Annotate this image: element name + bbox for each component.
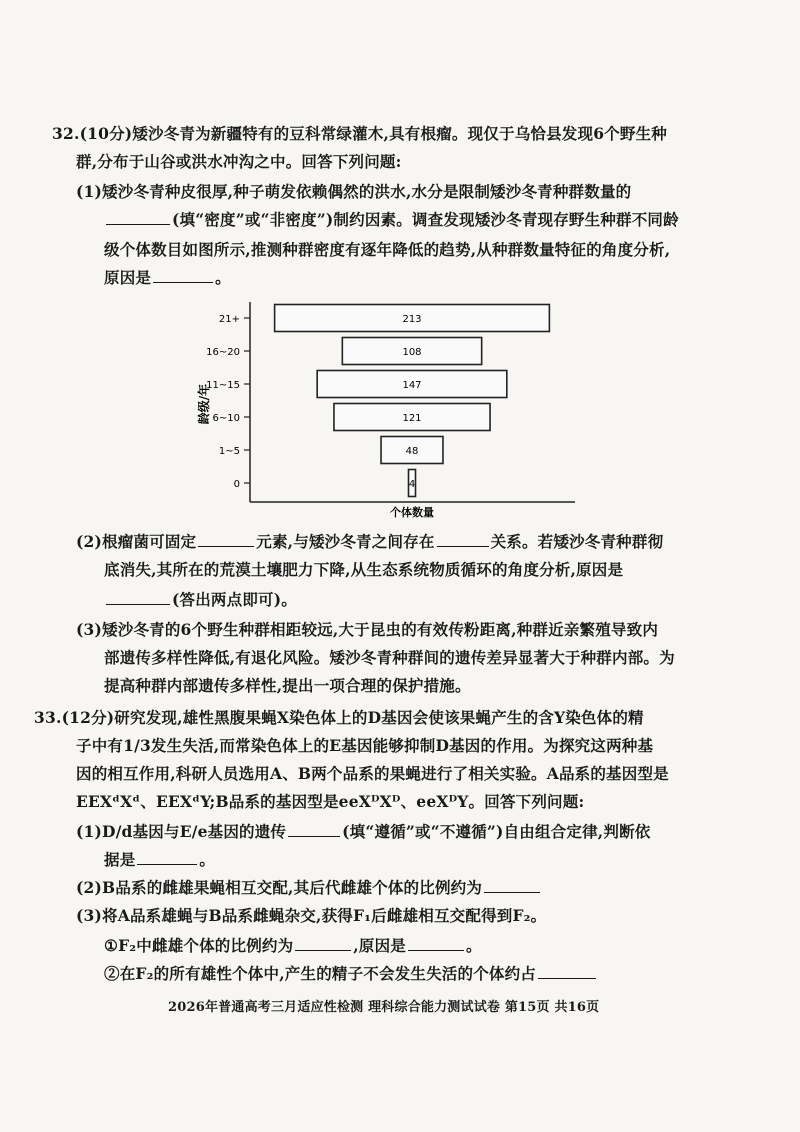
q32-part1-line4-end: 。: [215, 268, 231, 287]
q32-intro-line2: 群,分布于山谷或洪水冲沟之中。回答下列问题:: [76, 152, 402, 171]
q33-intro-line1: 33.(12分)研究发现,雄性黑腹果蝇X染色体上的D基因会使该果蝇产生的含Y染色体的精: [34, 708, 644, 727]
q33-part3-i-mid: ,原因是: [353, 936, 406, 955]
q33-part3: (3)将A品系雄蝇与B品系雌蝇杂交,获得F₁后雌雄相互交配得到F₂。: [76, 906, 547, 925]
answer-blank: [295, 936, 351, 951]
y-axis-title: 龄级/年: [197, 383, 211, 425]
answer-blank: [538, 964, 596, 979]
q33-part1-end: (填“遵循”或“不遵循”)自由组合定律,判断依: [342, 822, 651, 841]
q33-part1-lead: (1)D/d基因与E/e基因的遗传: [76, 822, 287, 841]
bar-value-label: 48: [405, 446, 419, 457]
answer-blank: [106, 210, 170, 225]
q33-part1-line2-lead: 据是: [104, 850, 136, 869]
q32-part1-line2-text: (填“密度”或“非密度”)制约因素。调查发现矮沙冬青现存野生种群不同龄: [172, 210, 679, 229]
age-structure-chart: [180, 292, 600, 522]
q32-part1-line3: 级个体数目如图所示,推测种群密度有逐年降低的趋势,从种群数量特征的角度分析,: [104, 240, 671, 259]
q33-intro-line3: 因的相互作用,科研人员选用A、B两个品系的果蝇进行了相关实验。A品系的基因型是: [76, 764, 669, 783]
y-tick-label: 16~20: [206, 347, 240, 358]
answer-blank: [153, 268, 213, 283]
y-tick-label: 0: [233, 479, 240, 490]
q32-part1-line1: (1)矮沙冬青种皮很厚,种子萌发依赖偶然的洪水,水分是限制矮沙冬青种群数量的: [76, 182, 632, 201]
q33-part1-line1: [76, 822, 650, 842]
q32-intro-line1: 32.(10分)矮沙冬青为新疆特有的豆科常绿灌木,具有根瘤。现仅于乌恰县发现6个野生种: [52, 124, 667, 143]
q32-part3-line3: 提高种群内部遗传多样性,提出一项合理的保护措施。: [104, 676, 471, 695]
q32-part2-line1: [76, 532, 663, 552]
q32-part2-mid: 元素,与矮沙冬青之间存在: [256, 532, 435, 551]
q33-part2: [76, 878, 542, 898]
answer-blank: [137, 850, 197, 865]
bar-value-label: 4: [408, 479, 416, 490]
q33-part3-i-end: 。: [466, 936, 482, 955]
q32-part1-line4: [104, 268, 231, 288]
answer-blank: [484, 878, 540, 893]
y-tick-label: 1~5: [218, 446, 240, 457]
q32-part3-line1: (3)矮沙冬青的6个野生种群相距较远,大于昆虫的有效传粉距离,种群近亲繁殖导致内: [76, 620, 659, 639]
answer-blank: [408, 936, 464, 951]
q33-intro-line4: EEXᵈXᵈ、EEXᵈY;B品系的基因型是eeXᴰXᴰ、eeXᴰY。回答下列问题:: [76, 792, 585, 811]
q32-part1-line4-lead: 原因是: [104, 268, 152, 287]
q32-part2-line3: [104, 590, 297, 610]
answer-blank: [106, 590, 170, 605]
q32-part2-line2: 底消失,其所在的荒漠土壤肥力下降,从生态系统物质循环的角度分析,原因是: [104, 560, 624, 579]
q32-part1-line2: [104, 210, 679, 230]
y-tick-label: 6~10: [212, 413, 240, 424]
bar-value-label: 108: [402, 347, 422, 358]
q33-part3-i-lead: ①F₂中雌雄个体的比例约为: [104, 936, 294, 955]
answer-blank: [198, 532, 254, 547]
y-tick-label: 11~15: [206, 380, 240, 391]
q32-part3-line2: 部遗传多样性降低,有退化风险。矮沙冬青种群间的遗传差异显著大于种群内部。为: [104, 648, 675, 667]
q33-part2-text: (2)B品系的雌雄果蝇相互交配,其后代雌雄个体的比例约为: [76, 878, 483, 897]
q32-part2-lead: (2)根瘤菌可固定: [76, 532, 197, 551]
q33-part1-line2: [104, 850, 215, 870]
q32-part2-end: 关系。若矮沙冬青种群彻: [490, 532, 664, 551]
page-footer: 2026年普通高考三月适应性检测 理科综合能力测试试卷 第15页 共16页: [168, 1000, 600, 1015]
q33-part3-i: [104, 936, 482, 956]
q33-part3-ii-text: ②在F₂的所有雄性个体中,产生的精子不会发生失活的个体约占: [104, 964, 536, 983]
answer-blank: [437, 532, 489, 547]
q33-part3-ii: [104, 964, 598, 984]
bar-value-label: 147: [402, 380, 422, 391]
x-axis-title: 个体数量: [390, 506, 434, 519]
bar-value-label: 121: [402, 413, 422, 424]
q33-part1-line2-end: 。: [199, 850, 216, 869]
y-tick-label: 21+: [218, 314, 240, 325]
q32-part2-line3-text: (答出两点即可)。: [172, 590, 297, 609]
answer-blank: [288, 822, 340, 837]
bar-value-label: 213: [402, 314, 422, 325]
q33-intro-line2: 子中有1/3发生失活,而常染色体上的E基因能够抑制D基因的作用。为探究这两种基: [76, 736, 654, 755]
